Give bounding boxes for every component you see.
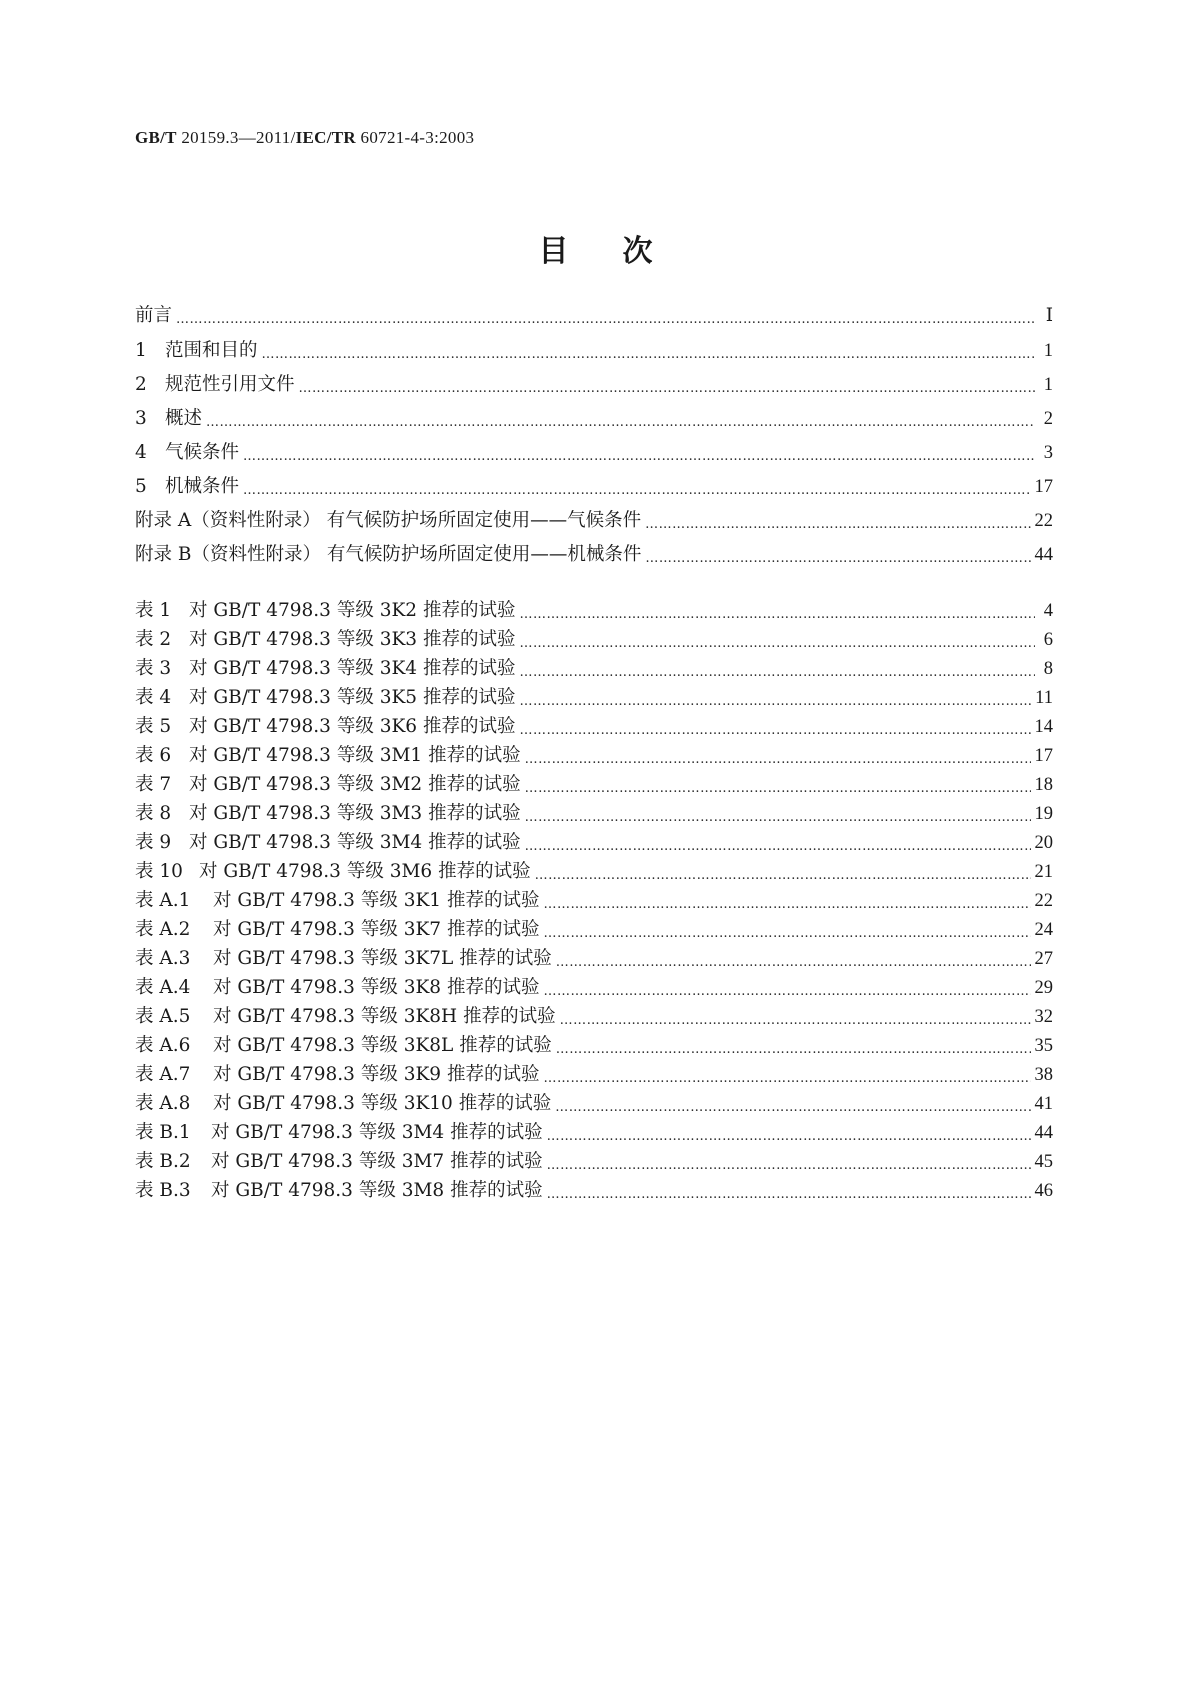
dot-leader — [525, 743, 1031, 769]
table-title: 对 GB/T 4798.3 等级 3K4 推荐的试验 — [189, 658, 516, 679]
toc-entry-label: 机械条件 — [165, 476, 240, 497]
toc-entry-page: 3 — [1043, 443, 1053, 463]
toc-entry-section-1[interactable] — [135, 338, 1053, 364]
table-title: 对 GB/T 4798.3 等级 3M8 推荐的试验 — [211, 1180, 543, 1201]
doc-suffix: 60721-4-3:2003 — [356, 128, 475, 147]
toc-entry-page: 22 — [1034, 511, 1053, 531]
table-title: 对 GB/T 4798.3 等级 3K3 推荐的试验 — [189, 629, 516, 650]
toc-table-entry[interactable] — [135, 714, 1053, 740]
doc-number: 20159.3—2011/ — [176, 128, 296, 147]
table-title: 对 GB/T 4798.3 等级 3K8H 推荐的试验 — [213, 1006, 556, 1027]
dot-leader — [547, 1120, 1031, 1146]
table-page: 44 — [1034, 1123, 1053, 1143]
dot-leader — [645, 542, 1030, 568]
table-number: 表 B.2 — [135, 1151, 191, 1172]
table-number: 表 9 — [135, 832, 172, 853]
dot-leader — [243, 440, 1035, 466]
dot-leader — [525, 801, 1031, 827]
toc-entry-page: 2 — [1043, 409, 1053, 429]
table-page: 21 — [1034, 862, 1053, 882]
table-page: 45 — [1034, 1152, 1053, 1172]
dot-leader — [535, 859, 1031, 885]
toc-table-entry[interactable] — [135, 1062, 1053, 1088]
table-title: 对 GB/T 4798.3 等级 3K2 推荐的试验 — [189, 600, 516, 621]
toc-table-entry[interactable] — [135, 1120, 1053, 1146]
table-page: 41 — [1034, 1094, 1053, 1114]
toc-table-entry[interactable] — [135, 743, 1053, 769]
toc-entry-number: 2 — [135, 374, 147, 395]
toc-entry-page: 44 — [1034, 545, 1053, 565]
table-title: 对 GB/T 4798.3 等级 3K7L 推荐的试验 — [213, 948, 552, 969]
toc-entry-page: 17 — [1034, 477, 1053, 497]
table-page: 18 — [1034, 775, 1053, 795]
table-page: 17 — [1034, 746, 1053, 766]
dot-leader — [176, 303, 1035, 329]
table-page: 19 — [1034, 804, 1053, 824]
table-page: 6 — [1043, 630, 1053, 650]
table-title: 对 GB/T 4798.3 等级 3M7 推荐的试验 — [211, 1151, 543, 1172]
toc-entry-page: Ⅰ — [1045, 306, 1053, 326]
toc-entry-section-4[interactable] — [135, 440, 1053, 466]
toc-table-entry[interactable] — [135, 1033, 1053, 1059]
doc-iec: IEC/TR — [295, 128, 356, 147]
dot-leader — [645, 508, 1030, 534]
toc-table-entry[interactable] — [135, 888, 1053, 914]
table-title: 对 GB/T 4798.3 等级 3K1 推荐的试验 — [213, 890, 540, 911]
table-title: 对 GB/T 4798.3 等级 3K8L 推荐的试验 — [213, 1035, 552, 1056]
dot-leader — [543, 917, 1030, 943]
toc-entry-number: 3 — [135, 408, 147, 429]
dot-leader — [556, 1033, 1031, 1059]
toc-entry-label: 附录 A（资料性附录） 有气候防护场所固定使用——气候条件 — [135, 510, 642, 531]
toc-table-entry[interactable] — [135, 656, 1053, 682]
table-number: 表 1 — [135, 600, 172, 621]
dot-leader — [543, 975, 1030, 1001]
dot-leader — [543, 888, 1030, 914]
table-number: 表 7 — [135, 774, 172, 795]
table-number: 表 5 — [135, 716, 172, 737]
table-number: 表 A.7 — [135, 1064, 191, 1085]
toc-entry-number: 1 — [135, 340, 147, 361]
title-part-1: 目 — [538, 234, 569, 269]
toc-table-entry[interactable] — [135, 1178, 1053, 1204]
toc-entry-annex-a[interactable] — [135, 508, 1053, 534]
toc-table-entry[interactable] — [135, 772, 1053, 798]
table-page: 24 — [1034, 920, 1053, 940]
table-title: 对 GB/T 4798.3 等级 3M3 推荐的试验 — [189, 803, 521, 824]
table-number: 表 3 — [135, 658, 172, 679]
table-title: 对 GB/T 4798.3 等级 3K7 推荐的试验 — [213, 919, 540, 940]
table-page: 8 — [1043, 659, 1053, 679]
table-number: 表 B.3 — [135, 1180, 191, 1201]
dot-leader — [560, 1004, 1031, 1030]
table-page: 46 — [1034, 1181, 1053, 1201]
toc-entry-number: 5 — [135, 476, 147, 497]
toc-entry-section-5[interactable] — [135, 474, 1053, 500]
table-title: 对 GB/T 4798.3 等级 3M4 推荐的试验 — [189, 832, 521, 853]
toc-table-entry[interactable] — [135, 801, 1053, 827]
table-title: 对 GB/T 4798.3 等级 3M6 推荐的试验 — [199, 861, 531, 882]
toc-entry-section-2[interactable] — [135, 372, 1053, 398]
toc-entry-label: 范围和目的 — [165, 340, 258, 361]
table-page: 32 — [1034, 1007, 1053, 1027]
table-number: 表 6 — [135, 745, 172, 766]
dot-leader — [519, 627, 1035, 653]
table-number: 表 A.2 — [135, 919, 191, 940]
table-title: 对 GB/T 4798.3 等级 3M1 推荐的试验 — [189, 745, 521, 766]
dot-leader — [555, 1091, 1030, 1117]
toc-entry-label: 规范性引用文件 — [165, 374, 295, 395]
table-page: 29 — [1034, 978, 1053, 998]
dot-leader — [299, 372, 1035, 398]
table-number: 表 A.1 — [135, 890, 191, 911]
toc-table-entry[interactable] — [135, 627, 1053, 653]
table-page: 22 — [1034, 891, 1053, 911]
table-number: 表 A.6 — [135, 1035, 191, 1056]
toc-table-entry[interactable] — [135, 1004, 1053, 1030]
dot-leader — [556, 946, 1031, 972]
toc-entry-section-3[interactable] — [135, 406, 1053, 432]
table-page: 27 — [1034, 949, 1053, 969]
table-page: 4 — [1043, 601, 1053, 621]
toc-table-entry[interactable] — [135, 975, 1053, 1001]
toc-table-entry[interactable] — [135, 830, 1053, 856]
table-of-contents — [135, 0, 1053, 1684]
table-number: 表 B.1 — [135, 1122, 191, 1143]
dot-leader — [519, 598, 1035, 624]
dot-leader — [262, 338, 1035, 364]
toc-table-entry[interactable] — [135, 859, 1053, 885]
dot-leader — [525, 830, 1031, 856]
table-page: 35 — [1034, 1036, 1053, 1056]
toc-table-entry[interactable] — [135, 917, 1053, 943]
table-number: 表 10 — [135, 861, 183, 882]
dot-leader — [519, 685, 1031, 711]
toc-entry-label: 附录 B（资料性附录） 有气候防护场所固定使用——机械条件 — [135, 544, 642, 565]
dot-leader — [206, 406, 1035, 432]
table-page: 11 — [1035, 688, 1053, 708]
table-title: 对 GB/T 4798.3 等级 3K8 推荐的试验 — [213, 977, 540, 998]
table-number: 表 4 — [135, 687, 172, 708]
table-title: 对 GB/T 4798.3 等级 3K5 推荐的试验 — [189, 687, 516, 708]
toc-entry-page: 1 — [1043, 375, 1053, 395]
toc-entry-label: 概述 — [165, 408, 203, 429]
table-number: 表 A.4 — [135, 977, 191, 998]
table-page: 14 — [1034, 717, 1053, 737]
toc-entry-label: 前言 — [135, 305, 173, 326]
dot-leader — [243, 474, 1030, 500]
toc-entry-page: 1 — [1043, 341, 1053, 361]
dot-leader — [547, 1178, 1031, 1204]
table-title: 对 GB/T 4798.3 等级 3M4 推荐的试验 — [211, 1122, 543, 1143]
table-number: 表 A.3 — [135, 948, 191, 969]
toc-entry-annex-b[interactable] — [135, 542, 1053, 568]
dot-leader — [519, 714, 1030, 740]
table-number: 表 8 — [135, 803, 172, 824]
doc-prefix: GB/T — [135, 128, 177, 147]
toc-entry-number: 4 — [135, 442, 147, 463]
table-number: 表 A.8 — [135, 1093, 191, 1114]
dot-leader — [543, 1062, 1030, 1088]
toc-entry-foreword[interactable] — [135, 303, 1053, 329]
table-title: 对 GB/T 4798.3 等级 3K6 推荐的试验 — [189, 716, 516, 737]
toc-table-entry[interactable] — [135, 946, 1053, 972]
table-number: 表 2 — [135, 629, 172, 650]
toc-table-entry[interactable] — [135, 1091, 1053, 1117]
toc-table-entry[interactable] — [135, 598, 1053, 624]
table-page: 38 — [1034, 1065, 1053, 1085]
table-title: 对 GB/T 4798.3 等级 3M2 推荐的试验 — [189, 774, 521, 795]
table-title: 对 GB/T 4798.3 等级 3K10 推荐的试验 — [213, 1093, 552, 1114]
toc-table-entry[interactable] — [135, 1149, 1053, 1175]
dot-leader — [547, 1149, 1031, 1175]
dot-leader — [519, 656, 1035, 682]
title-part-2: 次 — [622, 234, 653, 269]
table-title: 对 GB/T 4798.3 等级 3K9 推荐的试验 — [213, 1064, 540, 1085]
toc-entry-label: 气候条件 — [165, 442, 240, 463]
table-number: 表 A.5 — [135, 1006, 191, 1027]
toc-table-entry[interactable] — [135, 685, 1053, 711]
table-page: 20 — [1034, 833, 1053, 853]
dot-leader — [525, 772, 1031, 798]
